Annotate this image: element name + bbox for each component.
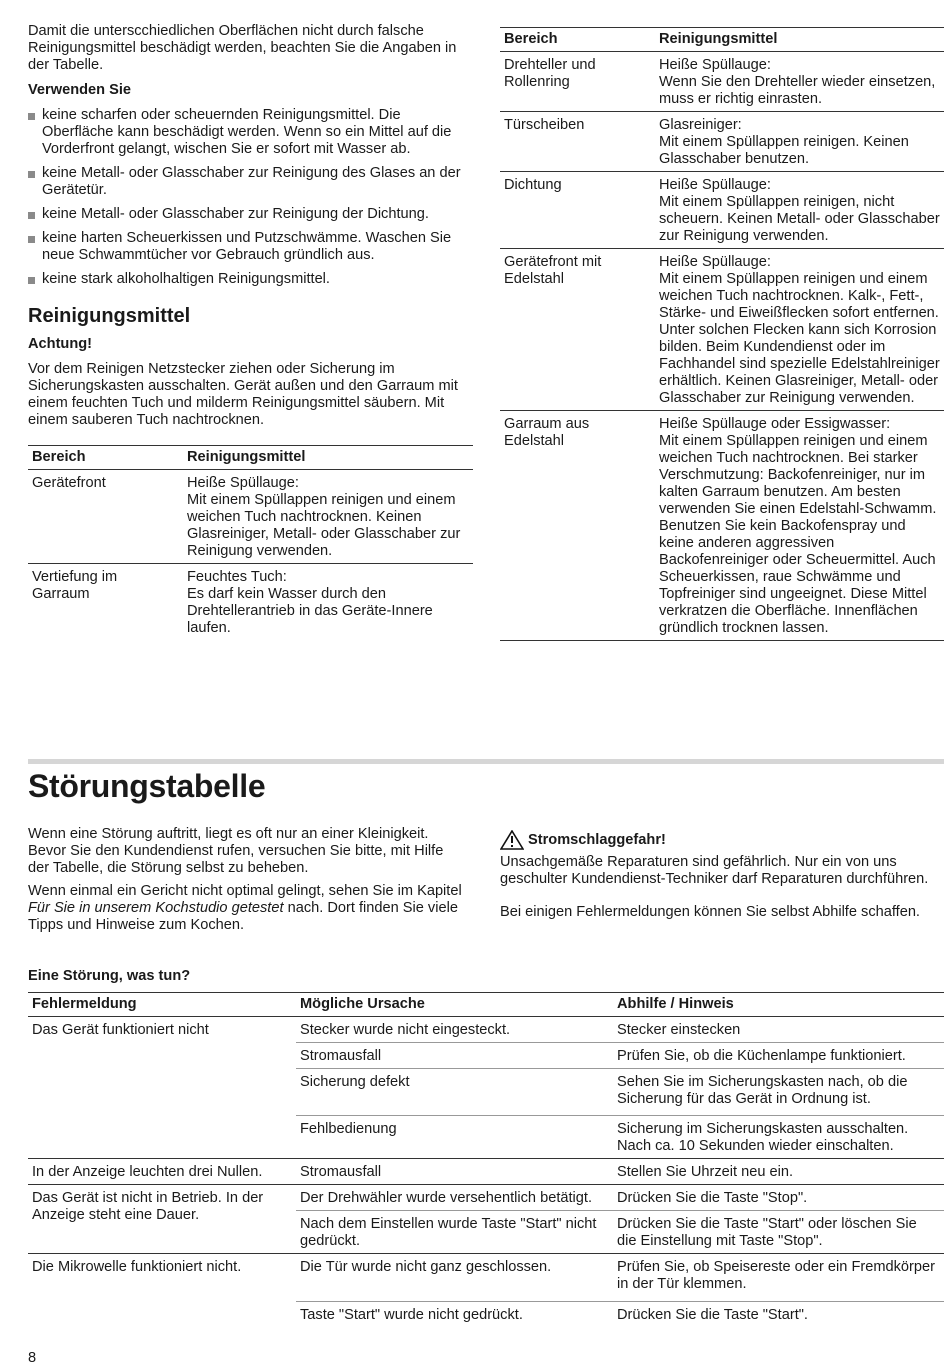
agent-detail: Mit einem Spüllappen reinigen und einem weichen Tuch nachtrocknen. Kalk-, Fett-, Stärke- und Eiweißflecken sofort entfernen. Unter solchen Flecken kann sich Korrosion bilden. Beim Kundendienst oder im Fachhandel sind spezielle Edelstahlreiniger erhältlich. Keinen Glasreiniger, Metall- oder Glasschaber zur Reinigung verwenden. <box>659 271 940 406</box>
trouble-table-wrap <box>28 992 944 1327</box>
area-cell: Dichtung <box>500 172 655 249</box>
intro-paragraph: Wenn eine Störung auftritt, liegt es oft nur an einer Kleinigkeit. Bevor Sie den Kundendienst rufen, versuchen Sie bitte, mit Hilfe der Tabelle, die Störung selbst zu beheben. <box>28 826 444 876</box>
agent-name: Feuchtes Tuch: <box>187 569 287 585</box>
area-cell: Drehteller und Rollenring <box>500 52 655 112</box>
trouble-intro <box>28 826 468 934</box>
warning-triangle-icon <box>500 830 524 850</box>
column-header: Fehlermeldung <box>28 993 296 1017</box>
agent-detail: Mit einem Spüllappen reinigen und einem weichen Tuch nachtrocknen. Keinen Glasreiniger, Metall- oder Glasschaber zur Reinigung verwenden. <box>187 492 461 559</box>
agent-name: Heiße Spüllauge: <box>659 57 771 73</box>
agent-cell <box>655 52 944 112</box>
cause-cell: Stromausfall <box>296 1159 613 1185</box>
intro-paragraph-2 <box>28 883 468 934</box>
fix-cell: Stecker einstecken <box>613 1017 944 1043</box>
table-row <box>28 1185 944 1211</box>
column-header: Mögliche Ursache <box>296 993 613 1017</box>
agent-cell <box>183 470 473 564</box>
agent-detail: Es darf kein Wasser durch den Drehtellerantrieb in das Geräte-Innere laufen. <box>187 586 433 636</box>
column-header: Abhilfe / Hinweis <box>613 993 944 1017</box>
left-column <box>28 23 473 640</box>
agent-cell <box>655 112 944 172</box>
area-cell: Vertiefung im Garraum <box>32 569 118 602</box>
fix-cell: Prüfen Sie, ob Speisereste oder ein Fremdkörper in der Tür klemmen. <box>613 1254 944 1302</box>
warning-text-2: Bei einigen Fehlermeldungen können Sie selbst Abhilfe schaffen. <box>500 904 920 920</box>
use-heading: Verwenden Sie <box>28 82 132 98</box>
cause-cell: Der Drehwähler wurde versehentlich betätigt. <box>296 1185 613 1211</box>
intro-paragraph: Damit die unterscchiedlichen Oberflächen nicht durch falsche Reinigungsmittel beschädigt werden, beachten Sie die Angaben in der Tabelle. <box>28 23 457 73</box>
cause-cell: Stromausfall <box>296 1043 613 1069</box>
table-row <box>500 112 944 172</box>
cause-cell: Die Tür wurde nicht ganz geschlossen. <box>296 1254 613 1302</box>
fix-cell: Drücken Sie die Taste "Start". <box>617 1307 808 1323</box>
cause-cell: Nach dem Einstellen wurde Taste "Start" nicht gedrückt. <box>296 1211 613 1254</box>
column-header: Bereich <box>28 446 183 470</box>
agent-name: Heiße Spüllauge: <box>187 475 299 491</box>
fix-cell: Sicherung im Sicherungskasten ausschalten. Nach ca. 10 Sekunden wieder einschalten. <box>613 1116 944 1159</box>
warning-text: Unsachgemäße Reparaturen sind gefährlich. Nur ein von uns geschulter Kundendienst-Techniker darf Reparaturen durchführen. <box>500 854 929 887</box>
agent-name: Heiße Spüllauge: <box>659 254 771 270</box>
cause-cell: Stecker wurde nicht eingesteckt. <box>296 1017 613 1043</box>
agent-cell <box>655 249 944 411</box>
agent-name: Glasreiniger: <box>659 117 742 133</box>
area-cell: Gerätefront mit Edelstahl <box>500 249 655 411</box>
table-row <box>500 172 944 249</box>
agent-detail: Mit einem Spüllappen reinigen. Keinen Glasschaber benutzen. <box>659 134 909 167</box>
column-header: Bereich <box>500 28 655 52</box>
table-row <box>500 411 944 641</box>
table-row <box>500 249 944 411</box>
list-item: keine Metall- oder Glasschaber zur Reinigung der Dichtung. <box>28 206 473 223</box>
agent-cell <box>655 411 944 641</box>
fix-cell: Stellen Sie Uhrzeit neu ein. <box>613 1159 944 1185</box>
cleaning-table-right <box>500 27 944 641</box>
agent-detail: Mit einem Spüllappen reinigen, nicht scheuern. Keinen Metall- oder Glasschaber zur Reinigung verwenden. <box>659 194 940 244</box>
error-cell: In der Anzeige leuchten drei Nullen. <box>28 1159 296 1185</box>
cause-cell: Taste "Start" wurde nicht gedrückt. <box>300 1307 523 1323</box>
page-number: 8 <box>28 1350 37 1366</box>
warning-header <box>500 830 944 850</box>
column-header: Reinigungsmittel <box>183 446 473 470</box>
list-item: keine Metall- oder Glasschaber zur Reinigung des Glases an der Gerätetür. <box>28 165 473 199</box>
agent-cell <box>183 564 473 641</box>
right-column <box>500 27 944 641</box>
chapter-reference: Für Sie in unserem Kochstudio getestet <box>28 900 284 916</box>
attention-heading: Achtung! <box>28 336 93 352</box>
list-item: keine scharfen oder scheuernden Reinigungsmittel. Die Oberfläche kann beschädigt werden. Wenn so ein Mittel auf die Vorderfront gelangt, wischen Sie er sofort mit Wasser ab. <box>28 107 473 158</box>
table-heading: Eine Störung, was tun? <box>28 968 191 984</box>
list-item: keine harten Scheuerkissen und Putzschwämme. Waschen Sie neue Schwammtücher vor Gebrauch gründlich aus. <box>28 230 473 264</box>
cause-cell: Sicherung defekt <box>296 1069 613 1116</box>
agent-cell <box>655 172 944 249</box>
fix-cell: Prüfen Sie, ob die Küchenlampe funktioniert. <box>613 1043 944 1069</box>
agent-name: Heiße Spüllauge oder Essigwasser: <box>659 416 891 432</box>
list-item: keine stark alkoholhaltigen Reinigungsmittel. <box>28 271 473 288</box>
trouble-table <box>28 992 944 1327</box>
area-cell: Türscheiben <box>500 112 655 172</box>
table-row <box>28 564 473 641</box>
attention-text: Vor dem Reinigen Netzstecker ziehen oder Sicherung im Sicherungskasten ausschalten. Gerät außen und den Garraum mit einem feuchten Tuch und milderm Reinigungsmittel säubern. Mit einem sauberen Tuch nachtrocknen. <box>28 361 458 428</box>
table-row <box>28 1159 944 1185</box>
fix-cell: Drücken Sie die Taste "Start" oder löschen Sie die Einstellung mit Taste "Stop". <box>613 1211 944 1254</box>
table-row <box>500 52 944 112</box>
error-cell: Das Gerät ist nicht in Betrieb. In der Anzeige steht eine Dauer. <box>28 1185 296 1254</box>
fix-cell: Sehen Sie im Sicherungskasten nach, ob die Sicherung für das Gerät in Ordnung ist. <box>613 1069 944 1116</box>
warning-box <box>500 830 944 921</box>
agent-name: Heiße Spüllauge: <box>659 177 771 193</box>
warning-title: Stromschlaggefahr! <box>528 831 666 848</box>
area-cell: Garraum aus Edelstahl <box>500 411 655 641</box>
column-header: Reinigungsmittel <box>655 28 944 52</box>
table-row <box>28 1254 944 1302</box>
section-divider <box>28 759 944 764</box>
cleaning-table-left <box>28 445 473 640</box>
avoid-list <box>28 107 473 288</box>
cause-cell: Fehlbedienung <box>296 1116 613 1159</box>
agent-detail: Wenn Sie den Drehteller wieder einsetzen, muss er richtig einrasten. <box>659 74 936 107</box>
table-row <box>28 1017 944 1043</box>
error-cell: Die Mikrowelle funktioniert nicht. <box>32 1259 242 1275</box>
area-cell: Gerätefront <box>28 470 183 564</box>
intro-text: Wenn einmal ein Gericht nicht optimal gelingt, sehen Sie im Kapitel <box>28 883 462 899</box>
table-row <box>28 470 473 564</box>
fix-cell: Drücken Sie die Taste "Stop". <box>613 1185 944 1211</box>
agent-detail: Mit einem Spüllappen reinigen und einem weichen Tuch nachtrocknen. Bei starker Verschmutzung: Backofenreiniger, nur im kalten Garraum benutzen. Am besten verwenden Sie einen Edelstahl-Schwamm. Benutzen Sie kein Backofenspray und keine anderen aggressiven Backofenreiniger oder Scheuermittel. Auch Scheuerkissen, raue Schwämme und Topfreiniger sind ungeeignet. Diese Mittel verkratzen die Oberfläche. Innenflächen gründlich trocknen lassen. <box>659 433 937 636</box>
page-title: Störungstabelle <box>28 768 266 804</box>
error-cell: Das Gerät funktioniert nicht <box>28 1017 296 1159</box>
section-title: Reinigungsmittel <box>28 305 191 327</box>
intro-text: nach. Dort finden Sie viele Tipps und Hinweise zum Kochen. <box>28 900 458 933</box>
